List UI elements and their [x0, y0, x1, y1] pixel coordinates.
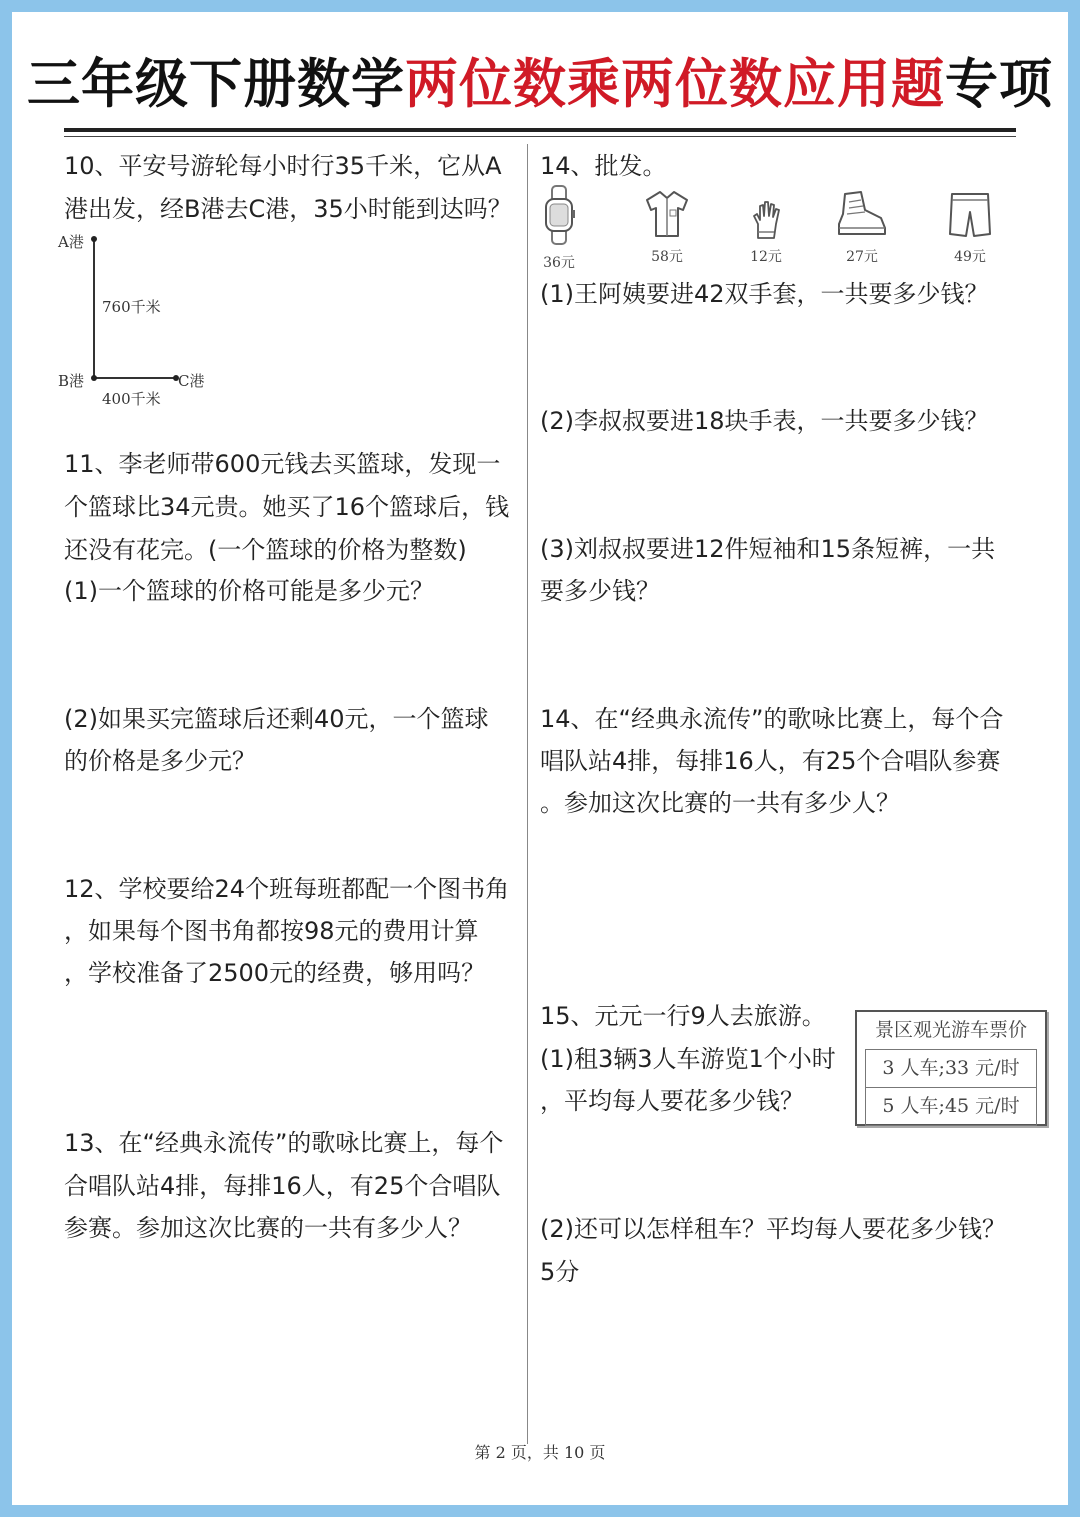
q12-line3: ，学校准备了2500元的经费，够用吗？: [64, 959, 486, 987]
product-shirt: [642, 188, 692, 266]
product-shorts: [947, 190, 993, 266]
port-a-dot: [91, 236, 97, 242]
page-title: [12, 52, 1068, 116]
title-part1: 三年级下册数学: [27, 53, 405, 115]
q14-part1: (1)王阿姨要进42双手套，一共要多少钱？: [540, 280, 989, 308]
q15-part2: (2)还可以怎样租车？平均每人要花多少钱？: [540, 1215, 1006, 1243]
q11-part2-line2: 的价格是多少元？: [64, 747, 256, 775]
q13-line2: 合唱队站4排，每排16人，有25个合唱队: [64, 1172, 501, 1200]
product-watch: [537, 184, 581, 272]
product-glove: [744, 198, 788, 266]
title-rule-thick: [64, 128, 1016, 132]
watch-icon: [541, 184, 577, 246]
q14b-line1: 14、在“经典永流传”的歌咏比赛上，每个合: [540, 705, 1004, 733]
q11-line2: 个篮球比34元贵。她买了16个篮球后，钱: [64, 493, 510, 521]
price-shoe: 27元: [846, 249, 878, 265]
port-b-label: B港: [58, 372, 85, 390]
q14-part3-line2: 要多少钱？: [540, 577, 660, 605]
q14b-line3: 。参加这次比赛的一共有多少人？: [540, 789, 900, 817]
q11-line3: 还没有花完。(一个篮球的价格为整数): [64, 536, 467, 564]
title-highlight: 两位数乘两位数应用题: [405, 53, 945, 115]
q11-part2-line1: (2)如果买完篮球后还剩40元，一个篮球: [64, 705, 489, 733]
ticket-row-3-seat: 3 人车;33 元/时: [882, 1057, 1020, 1079]
worksheet-page: [12, 12, 1068, 1505]
ticket-rows: [865, 1049, 1037, 1126]
q13-line3: 参赛。参加这次比赛的一共有多少人？: [64, 1214, 472, 1242]
column-divider: [527, 144, 528, 1444]
ticket-header: 景区观光游车票价: [874, 1019, 1027, 1041]
shoe-icon: [835, 188, 889, 240]
q15-part1-line2: ，平均每人要花多少钱？: [540, 1087, 804, 1115]
ticket-row-5-seat: 5 人车;45 元/时: [866, 1087, 1036, 1125]
shorts-icon: [948, 190, 992, 240]
q15-line1: 15、元元一行9人去旅游。: [540, 1002, 826, 1030]
distance-bc-label: 400千米: [102, 390, 161, 408]
q14-part3-line1: (3)刘叔叔要进12件短袖和15条短裤，一共: [540, 535, 996, 563]
price-shirt: 58元: [651, 249, 683, 265]
ticket-price-table: [855, 1010, 1047, 1126]
q14-heading: 14、批发。: [540, 152, 667, 180]
page-footer: 第 2 页，共 10 页: [474, 1443, 606, 1462]
title-part2: 专项: [945, 53, 1053, 115]
price-watch: 36元: [543, 255, 575, 271]
q11-part1: (1)一个篮球的价格可能是多少元？: [64, 577, 434, 605]
distance-ab-label: 760千米: [102, 298, 161, 316]
q14b-line2: 唱队站4排，每排16人，有25个合唱队参赛: [540, 747, 1001, 775]
glove-icon: [750, 198, 782, 240]
port-a-label: A港: [58, 233, 84, 251]
price-shorts: 49元: [954, 249, 986, 265]
q13-line1: 13、在“经典永流传”的歌咏比赛上，每个: [64, 1129, 504, 1157]
q10-line2: 港出发，经B港去C港，35小时能到达吗？: [64, 195, 512, 223]
price-glove: 12元: [750, 249, 782, 265]
q15-score: 5分: [540, 1258, 580, 1286]
q12-line2: ，如果每个图书角都按98元的费用计算: [64, 917, 479, 945]
port-b-dot: [91, 375, 97, 381]
q11-line1: 11、李老师带600元钱去买篮球，发现一: [64, 450, 501, 478]
q12-line1: 12、学校要给24个班每班都配一个图书角: [64, 875, 510, 903]
q14-part2: (2)李叔叔要进18块手表，一共要多少钱？: [540, 407, 989, 435]
q15-part1-line1: (1)租3辆3人车游览1个小时: [540, 1045, 836, 1073]
shirt-icon: [643, 188, 691, 240]
title-rule-thin: [64, 136, 1016, 137]
port-c-label: C港: [178, 372, 205, 390]
product-shoe: [834, 188, 890, 266]
q10-line1: 10、平安号游轮每小时行35千米，它从A: [64, 152, 502, 180]
